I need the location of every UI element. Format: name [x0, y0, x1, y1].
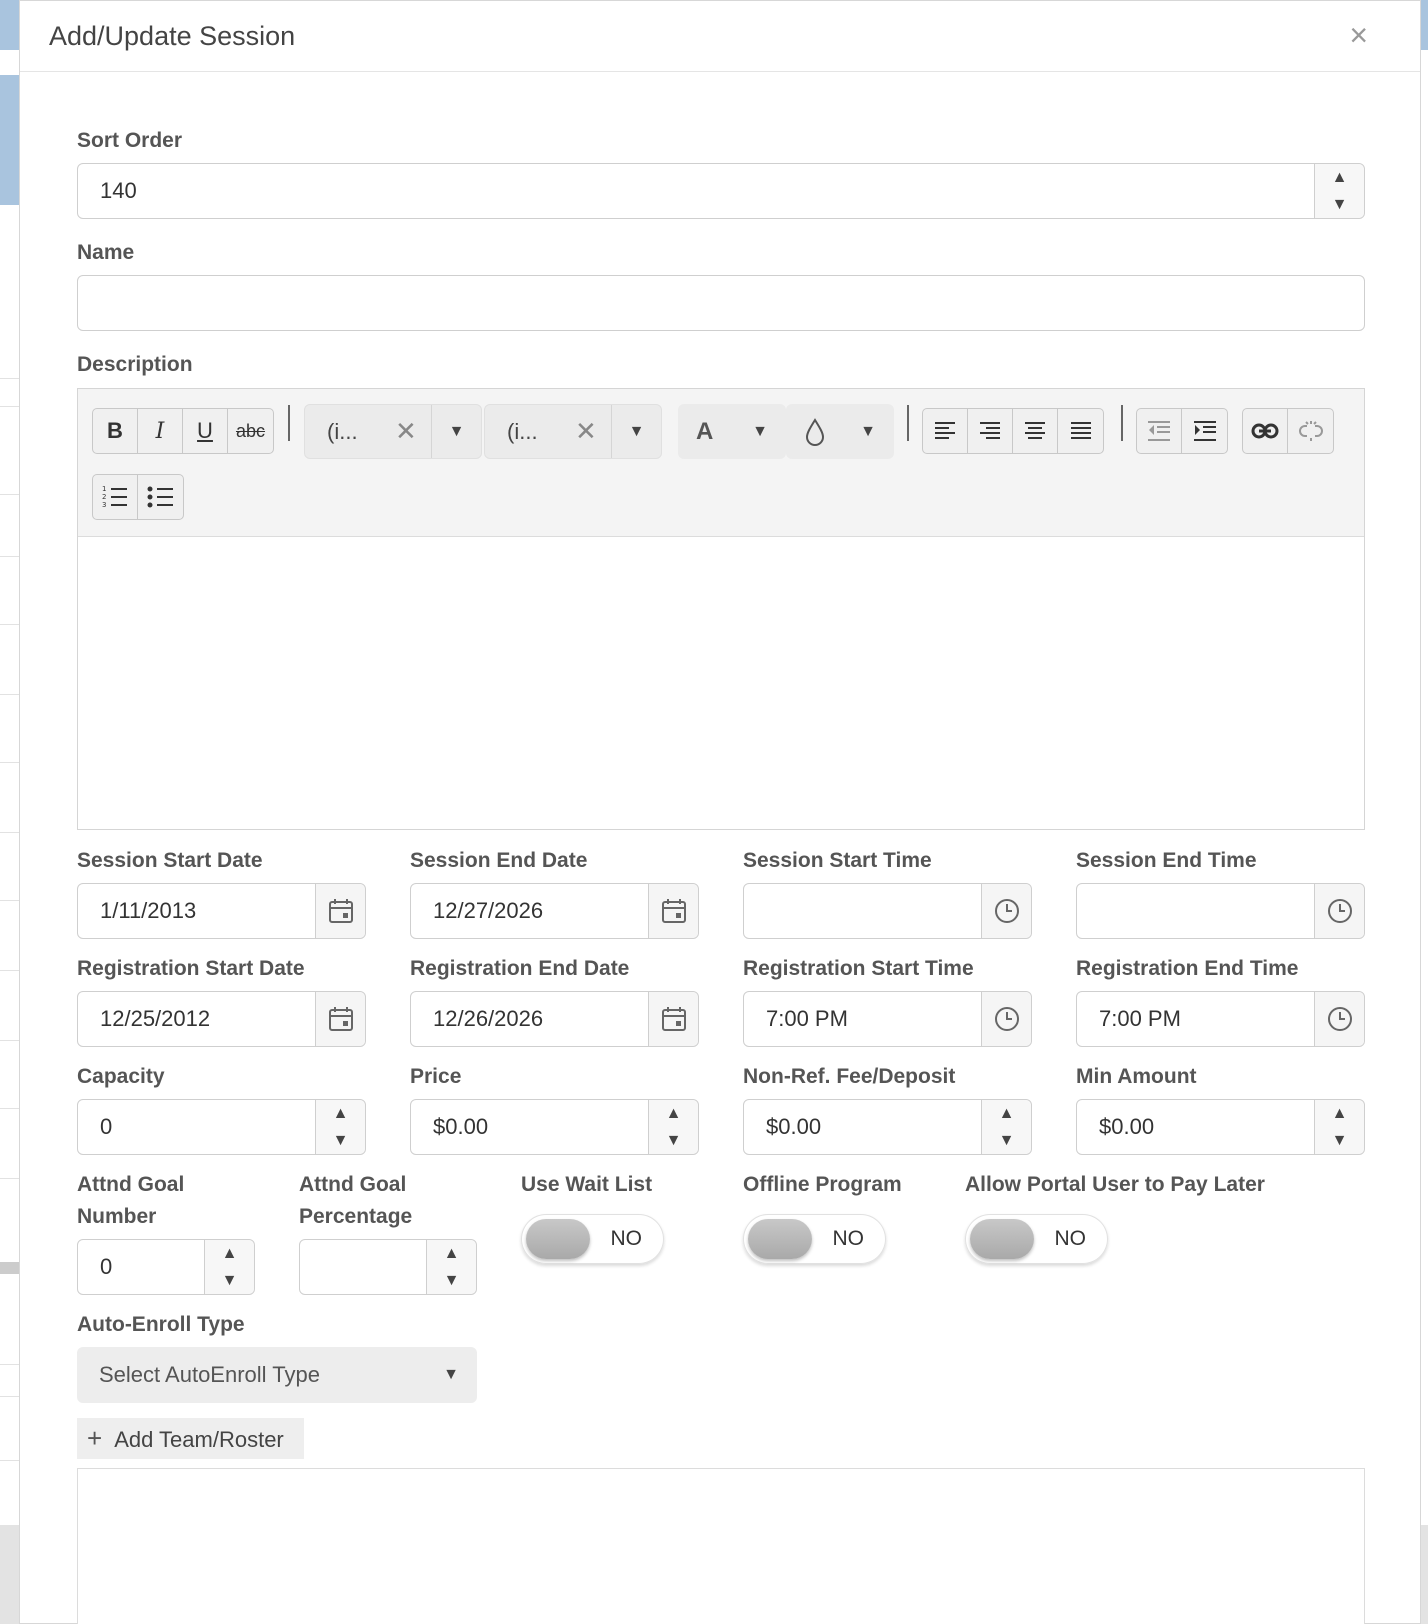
registration-start-date-input[interactable]: [77, 991, 366, 1047]
toggle-state: NO: [610, 1227, 642, 1250]
registration-start-time-input[interactable]: [743, 991, 1032, 1047]
add-team-roster-label: Add Team/Roster: [114, 1427, 284, 1452]
clock-icon[interactable]: [981, 992, 1031, 1046]
add-team-roster-button[interactable]: [77, 1418, 304, 1459]
background-color-picker[interactable]: [786, 404, 894, 459]
toggle-state: NO: [1054, 1227, 1086, 1250]
auto-enroll-type-label: Auto-Enroll Type: [77, 1313, 245, 1336]
sort-order-input[interactable]: [77, 163, 1365, 219]
capacity-spinner: [315, 1100, 365, 1154]
editor-toolbar: [78, 389, 1364, 537]
caret-down-icon: ▼: [752, 423, 768, 440]
capacity-input[interactable]: [77, 1099, 366, 1155]
italic-button[interactable]: I: [138, 409, 183, 453]
caret-down-icon[interactable]: ▼: [431, 405, 481, 458]
attnd-goal-percentage-label-line1: Attnd Goal: [299, 1173, 407, 1196]
svg-text:3: 3: [102, 501, 107, 509]
auto-enroll-selected: Select AutoEnroll Type: [99, 1362, 320, 1387]
close-button[interactable]: ×: [1349, 17, 1368, 53]
background-left-edge: [0, 0, 20, 1624]
attnd-goal-number-input[interactable]: [77, 1239, 255, 1295]
non-ref-fee-input[interactable]: [743, 1099, 1032, 1155]
color-drop-icon: [804, 404, 826, 459]
registration-end-time-label: Registration End Time: [1076, 957, 1299, 980]
min-amount-value: $0.00: [1099, 1114, 1155, 1139]
clock-icon[interactable]: [981, 884, 1031, 938]
caret-down-icon[interactable]: ▼: [611, 405, 661, 458]
font-family-value: (i...: [327, 419, 358, 444]
offline-program-label: Offline Program: [743, 1173, 902, 1196]
attnd-goal-percentage-label-line2: Percentage: [299, 1205, 413, 1228]
bold-button[interactable]: B: [93, 409, 138, 453]
registration-start-date-value: 12/25/2012: [100, 1006, 211, 1031]
increment-arrow-icon[interactable]: ▲: [998, 1104, 1015, 1122]
capacity-label: Capacity: [77, 1065, 165, 1088]
non-ref-fee-spinner: [981, 1100, 1031, 1154]
caret-down-icon: ▼: [860, 423, 876, 440]
calendar-icon[interactable]: [648, 884, 698, 938]
link-icon[interactable]: [1243, 409, 1288, 453]
toolbar-separator: [288, 405, 290, 441]
attnd-goal-percentage-spinner: [426, 1240, 476, 1294]
allow-pay-later-label: Allow Portal User to Pay Later: [965, 1173, 1265, 1196]
description-text-area[interactable]: [78, 537, 1364, 829]
bulleted-list-icon[interactable]: [138, 475, 183, 519]
list-group: [92, 474, 184, 520]
registration-end-date-label: Registration End Date: [410, 957, 630, 980]
session-end-date-input[interactable]: [410, 883, 699, 939]
offline-program-toggle[interactable]: [743, 1214, 886, 1264]
name-label: Name: [77, 241, 135, 264]
caret-down-icon: ▼: [443, 1366, 459, 1383]
decrement-arrow-icon[interactable]: ▼: [1331, 1131, 1348, 1149]
align-right-icon[interactable]: [968, 409, 1013, 453]
team-roster-list: [77, 1468, 1365, 1624]
font-color-picker[interactable]: [678, 404, 786, 459]
underline-button[interactable]: U: [183, 409, 228, 453]
increment-arrow-icon[interactable]: ▲: [665, 1104, 682, 1122]
session-end-date-value: 12/27/2026: [433, 898, 544, 923]
price-input[interactable]: [410, 1099, 699, 1155]
auto-enroll-type-select[interactable]: [77, 1347, 477, 1403]
session-end-time-input[interactable]: [1076, 883, 1365, 939]
align-center-icon[interactable]: [1013, 409, 1058, 453]
price-value: $0.00: [433, 1114, 489, 1139]
increment-arrow-icon[interactable]: ▲: [221, 1244, 238, 1262]
clock-icon[interactable]: [1314, 884, 1364, 938]
font-color-icon: A: [696, 418, 714, 445]
name-input[interactable]: [77, 275, 1365, 331]
min-amount-spinner: [1314, 1100, 1364, 1154]
sort-order-label: Sort Order: [77, 129, 183, 152]
modal-title: Add/Update Session: [49, 21, 296, 51]
use-wait-list-toggle[interactable]: [521, 1214, 664, 1264]
sort-order-value: 140: [100, 178, 137, 203]
font-size-value: (i...: [507, 419, 538, 444]
modal-header: [20, 1, 1420, 72]
unlink-icon[interactable]: [1288, 409, 1333, 453]
decrement-arrow-icon[interactable]: ▼: [443, 1271, 460, 1289]
sort-order-spinner: [1314, 164, 1364, 218]
decrement-arrow-icon[interactable]: ▼: [998, 1131, 1015, 1149]
registration-end-time-input[interactable]: [1076, 991, 1365, 1047]
svg-text:2: 2: [102, 493, 107, 501]
session-start-time-input[interactable]: [743, 883, 1032, 939]
plus-icon: +: [87, 1423, 103, 1453]
attnd-goal-number-spinner: [204, 1240, 254, 1294]
toolbar-separator: [1121, 405, 1123, 441]
toggle-knob: [748, 1219, 812, 1259]
registration-end-date-value: 12/26/2026: [433, 1006, 544, 1031]
increment-arrow-icon[interactable]: ▲: [332, 1104, 349, 1122]
session-start-time-label: Session Start Time: [743, 849, 932, 872]
session-end-time-label: Session End Time: [1076, 849, 1257, 872]
strikethrough-button[interactable]: abc: [235, 420, 266, 441]
attnd-goal-percentage-input[interactable]: [299, 1239, 477, 1295]
registration-start-date-label: Registration Start Date: [77, 957, 305, 980]
text-style-group: [92, 408, 274, 454]
session-start-date-label: Session Start Date: [77, 849, 263, 872]
price-label: Price: [410, 1065, 462, 1088]
attnd-goal-number-label-line2: Number: [77, 1205, 157, 1228]
registration-end-date-input[interactable]: [410, 991, 699, 1047]
decrement-arrow-icon[interactable]: ▼: [221, 1271, 238, 1289]
calendar-icon[interactable]: [315, 992, 365, 1046]
indent-icon[interactable]: [1182, 409, 1227, 453]
add-update-session-modal: [19, 0, 1421, 1624]
toolbar-separator: [907, 405, 909, 441]
session-start-date-input[interactable]: [77, 883, 366, 939]
session-start-date-value: 1/11/2013: [100, 898, 197, 923]
alignment-group: [922, 408, 1104, 454]
align-left-icon[interactable]: [923, 409, 968, 453]
toggle-state: NO: [832, 1227, 864, 1250]
decrement-arrow-icon[interactable]: ▼: [665, 1131, 682, 1149]
description-label: Description: [77, 353, 193, 376]
price-spinner: [648, 1100, 698, 1154]
session-end-date-label: Session End Date: [410, 849, 588, 872]
increment-arrow-icon[interactable]: ▲: [1331, 168, 1348, 186]
allow-pay-later-toggle[interactable]: [965, 1214, 1108, 1264]
align-justify-icon[interactable]: [1058, 409, 1103, 453]
calendar-icon[interactable]: [648, 992, 698, 1046]
ordered-list-icon[interactable]: [93, 475, 138, 519]
registration-start-time-label: Registration Start Time: [743, 957, 974, 980]
clear-icon[interactable]: ✕: [395, 416, 417, 446]
indent-group: [1136, 408, 1228, 454]
toggle-knob: [970, 1219, 1034, 1259]
clear-icon[interactable]: ✕: [575, 416, 597, 446]
use-wait-list-label: Use Wait List: [521, 1173, 653, 1196]
attnd-goal-number-label-line1: Attnd Goal: [77, 1173, 185, 1196]
attnd-goal-number-value: 0: [100, 1254, 113, 1279]
increment-arrow-icon[interactable]: ▲: [1331, 1104, 1348, 1122]
calendar-icon[interactable]: [315, 884, 365, 938]
non-ref-fee-label: Non-Ref. Fee/Deposit: [743, 1065, 956, 1088]
font-family-combo[interactable]: [304, 404, 482, 459]
decrement-arrow-icon[interactable]: ▼: [1331, 195, 1348, 213]
decrement-arrow-icon[interactable]: ▼: [332, 1131, 349, 1149]
min-amount-label: Min Amount: [1076, 1065, 1197, 1088]
toggle-knob: [526, 1219, 590, 1259]
registration-start-time-value: 7:00 PM: [766, 1006, 848, 1031]
outdent-icon[interactable]: [1137, 409, 1182, 453]
link-group: [1242, 408, 1334, 454]
clock-icon[interactable]: [1314, 992, 1364, 1046]
min-amount-input[interactable]: [1076, 1099, 1365, 1155]
svg-text:1: 1: [102, 485, 107, 493]
non-ref-fee-value: $0.00: [766, 1114, 822, 1139]
capacity-value: 0: [100, 1114, 113, 1139]
description-editor: [77, 388, 1365, 830]
registration-end-time-value: 7:00 PM: [1099, 1006, 1181, 1031]
font-size-combo[interactable]: [484, 404, 662, 459]
increment-arrow-icon[interactable]: ▲: [443, 1244, 460, 1262]
